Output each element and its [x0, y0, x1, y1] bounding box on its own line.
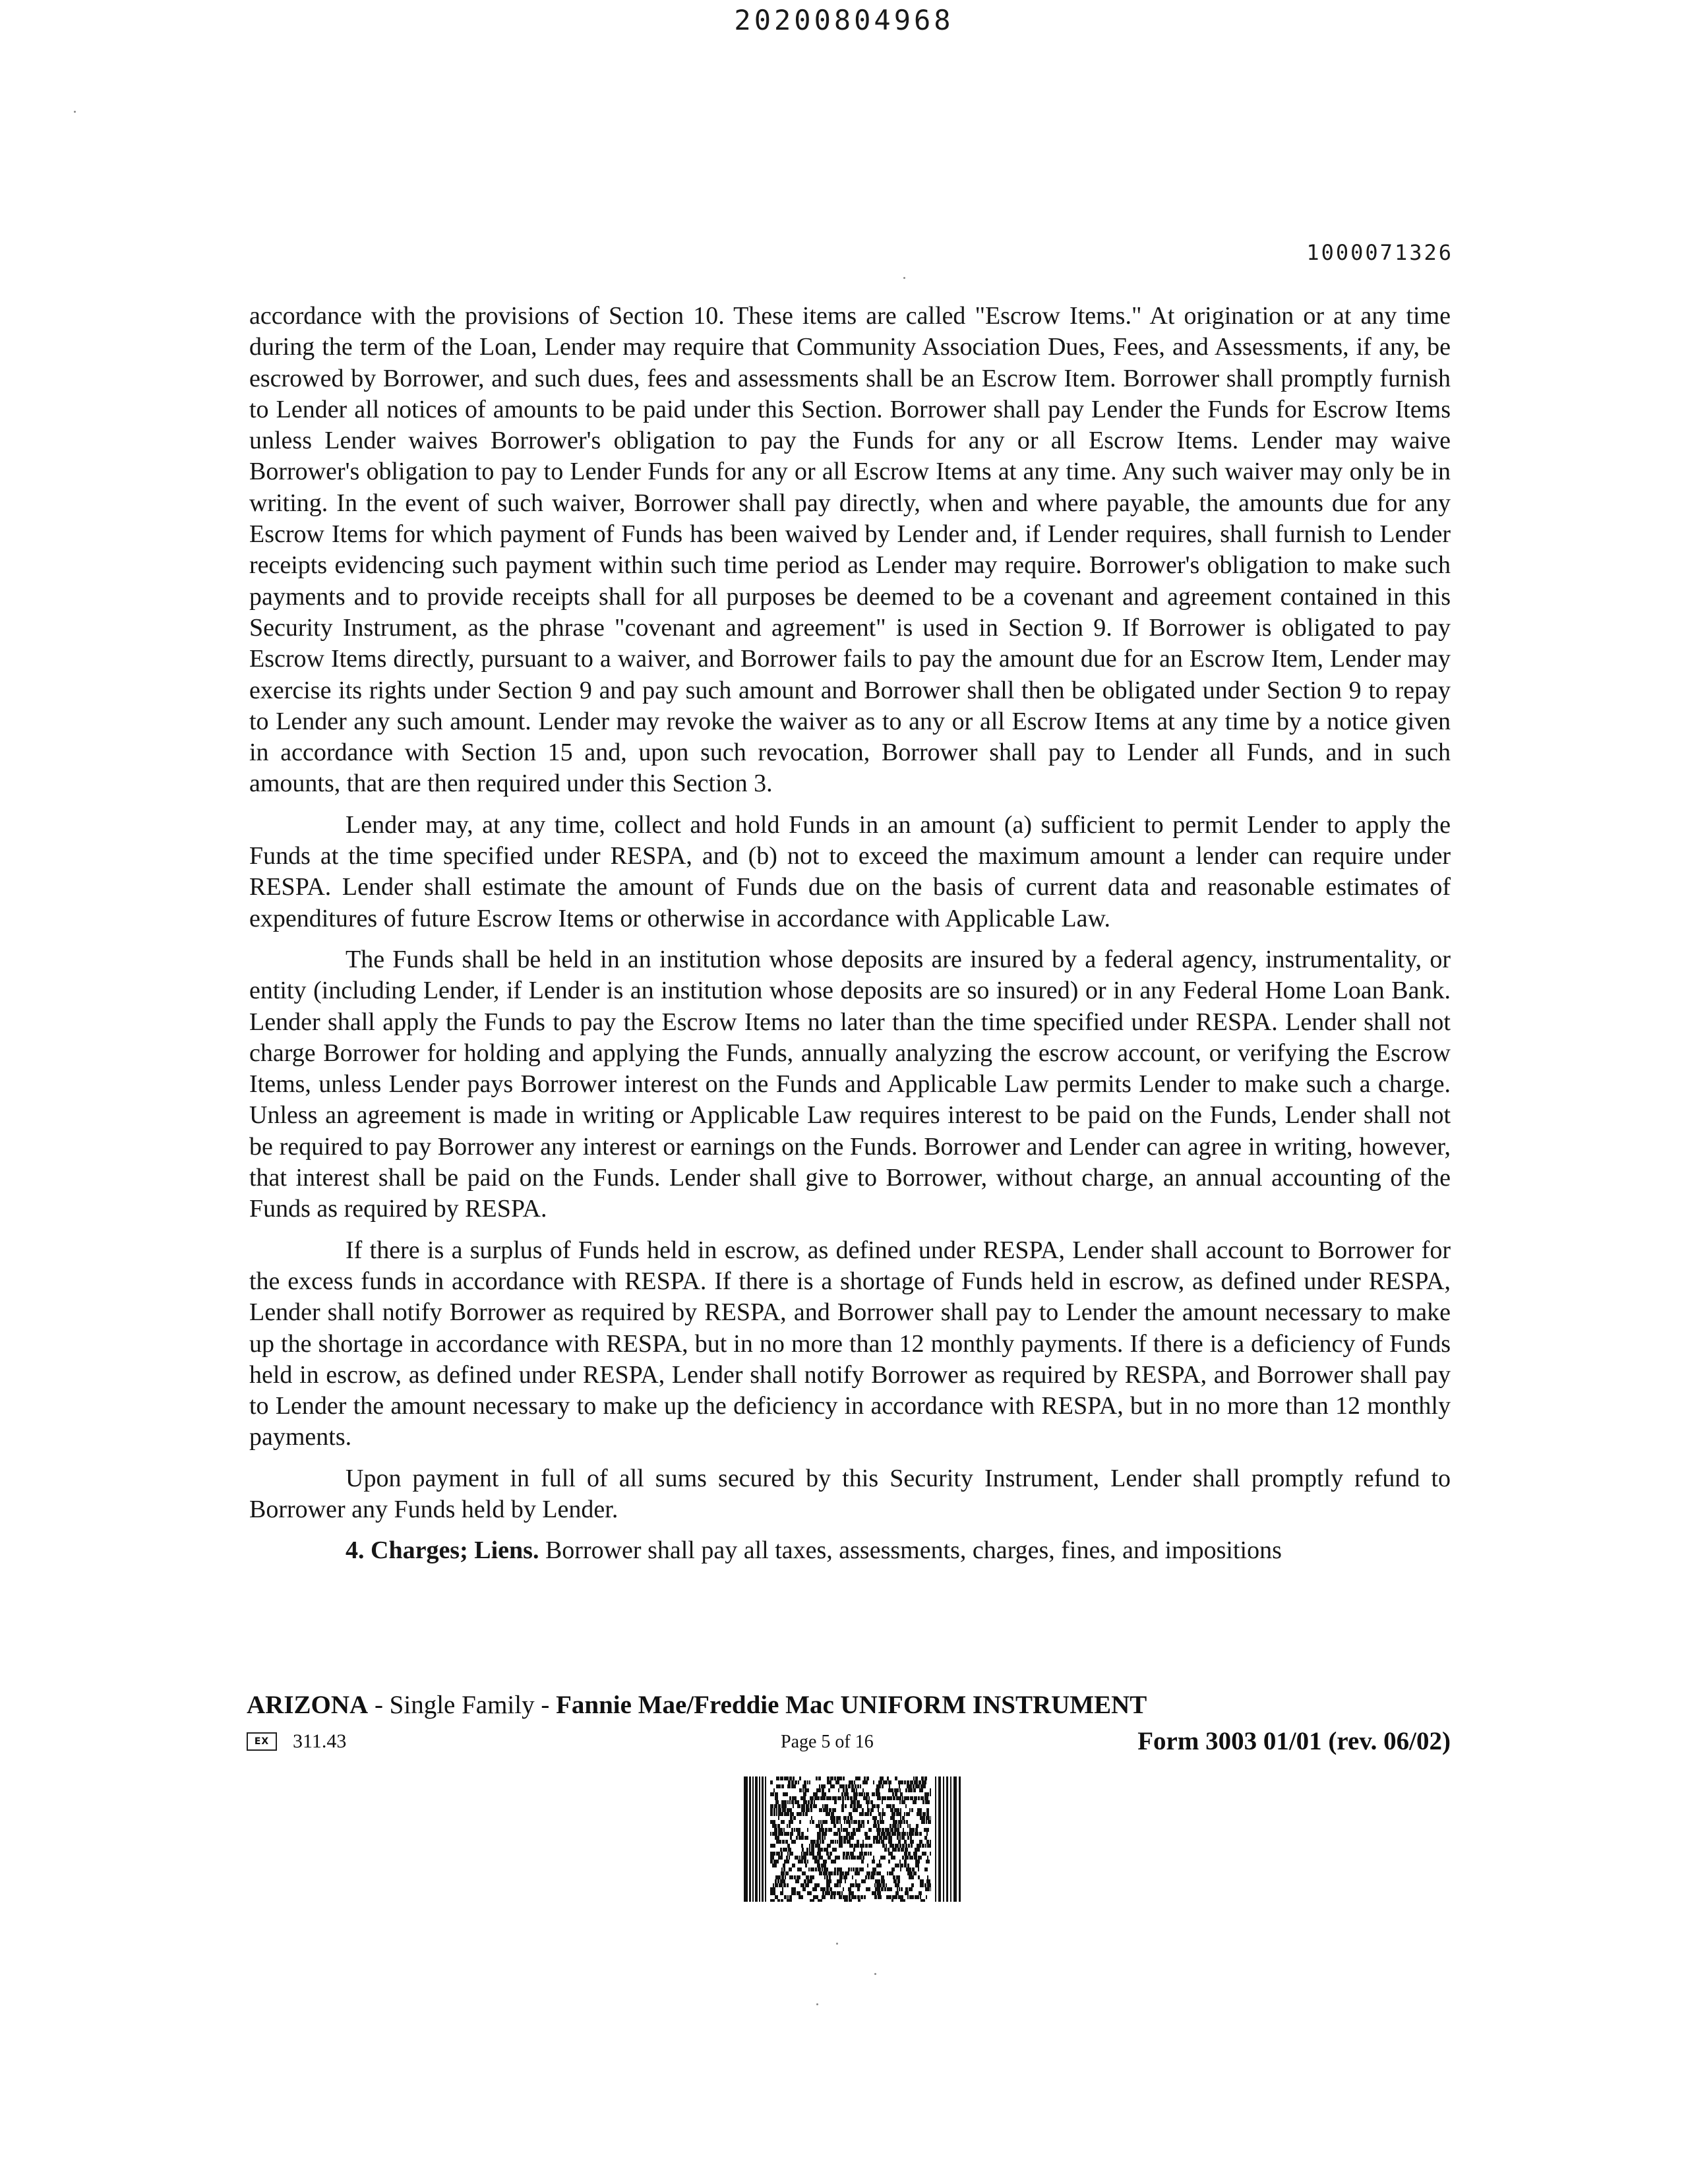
form-code: 311.43 [293, 1730, 347, 1752]
paragraph-refund: Upon payment in full of all sums secured by this Security Instrument, Lender shall promptly refund to Borrower any Funds held by Lender. [249, 1464, 1451, 1523]
scan-speck [74, 111, 76, 113]
footer-family: - Single Family - [368, 1691, 557, 1719]
section-4-heading: 4. Charges; Liens. [346, 1536, 539, 1565]
paragraph-escrow-items: accordance with the provisions of Section 10. These items are called "Escrow Items." At origination or at any time during the term of the Loan, Lender may require that Community Association Dues, Fees, and Assessments, if any, be escrowed by Borrower, and such dues, fees and assessments shall be an Escrow Item. Borrower shall promptly furnish to Lender all notices of amounts to be paid under this Section. Borrower shall pay Lender the Funds for Escrow Items unless Lender waives Borrower's obligation to pay the Funds for any or all Escrow Items. Lender may waive Borrower's obligation to pay to Lender Funds for any or all Escrow Items at any time. Any such waiver may only be in writing. In the event of such waiver, Borrower shall pay directly, when and where payable, the amounts due for any Escrow Items for which payment of Funds has been waived by Lender and, if Lender requires, shall furnish to Lender receipts evidencing such payment within such time period as Lender may require. Borrower's obligation to make such payments and to provide receipts shall for all purposes be deemed to be a covenant and agreement contained in this Security Instrument, as the phrase "covenant and agreement" is used in Section 9. If Borrower is obligated to pay Escrow Items directly, pursuant to a waiver, and Borrower fails to pay the amount due for an Escrow Item, Lender may exercise its rights under Section 9 and pay such amount and Borrower shall then be obligated under Section 9 to repay to Lender any such amount. Lender may revoke the waiver as to any or all Escrow Items at any time by a notice given in accordance with Section 15 and, upon such revocation, Borrower shall pay to Lender all Funds, and in such amounts, that are then required under this Section 3. [249, 302, 1451, 798]
loan-number: 1000071326 [1306, 240, 1453, 265]
scan-speck [816, 2003, 818, 2005]
form-code-group [247, 1730, 346, 1753]
footer-state: ARIZONA [247, 1691, 369, 1719]
page-indicator: Page 5 of 16 [781, 1732, 874, 1752]
paragraph-funds-collection: Lender may, at any time, collect and hold Funds in an amount (a) sufficient to permit Lender to apply the Funds at the time specified under RESPA, and (b) not to exceed the maximum amount a lender can require under RESPA. Lender shall estimate the amount of Funds due on the basis of current data and reasonable estimates of expenditures of future Escrow Items or otherwise in accordance with Applicable Law. [249, 810, 1451, 932]
section-4-text: Borrower shall pay all taxes, assessments, charges, fines, and impositions [539, 1536, 1282, 1565]
form-number: Form 3003 01/01 (rev. 06/02) [1137, 1727, 1451, 1755]
form-provider-icon: EX [247, 1732, 277, 1751]
paragraph-charges-liens [249, 1535, 1451, 1566]
paragraph-funds-held: The Funds shall be held in an institution whose deposits are insured by a federal agency, instrumentality, or entity (including Lender, if Lender is an institution whose deposits are so insured) or in any Federal Home Loan Bank. Lender shall apply the Funds to pay the Escrow Items no later than the time specified under RESPA. Lender shall not charge Borrower for holding and applying the Funds, annually analyzing the escrow account, or verifying the Escrow Items, unless Lender pays Borrower interest on the Funds and Applicable Law permits Lender to make such a charge. Unless an agreement is made in writing or Applicable Law requires interest to be paid on the Funds, Lender shall not be required to pay Borrower any interest or earnings on the Funds. Borrower and Lender can agree in writing, however, that interest shall be paid on the Funds. Lender shall give to Borrower, without charge, an annual accounting of the Funds as required by RESPA. [249, 945, 1451, 1223]
footer-row [247, 1726, 1451, 1759]
scan-speck [903, 277, 905, 279]
footer-instrument: Fannie Mae/Freddie Mac UNIFORM INSTRUMENT [556, 1691, 1147, 1719]
document-body [249, 301, 1451, 1577]
scan-speck [836, 1943, 838, 1945]
scan-speck [874, 1973, 876, 1975]
footer-title [247, 1690, 1147, 1720]
paragraph-surplus-shortage: If there is a surplus of Funds held in escrow, as defined under RESPA, Lender shall account to Borrower for the excess funds in accordance with RESPA. If there is a shortage of Funds held in escrow, as defined under RESPA, Lender shall notify Borrower as required by RESPA, and Borrower shall pay to Lender the amount necessary to make up the shortage in accordance with RESPA, but in no more than 12 monthly payments. If there is a deficiency of Funds held in escrow, as defined under RESPA, Lender shall notify Borrower as required by RESPA, and Borrower shall pay to Lender the amount necessary to make up the deficiency in accordance with RESPA, but in no more than 12 monthly payments. [249, 1236, 1451, 1451]
recording-number: 20200804968 [734, 4, 954, 36]
barcode-image [744, 1776, 961, 1902]
